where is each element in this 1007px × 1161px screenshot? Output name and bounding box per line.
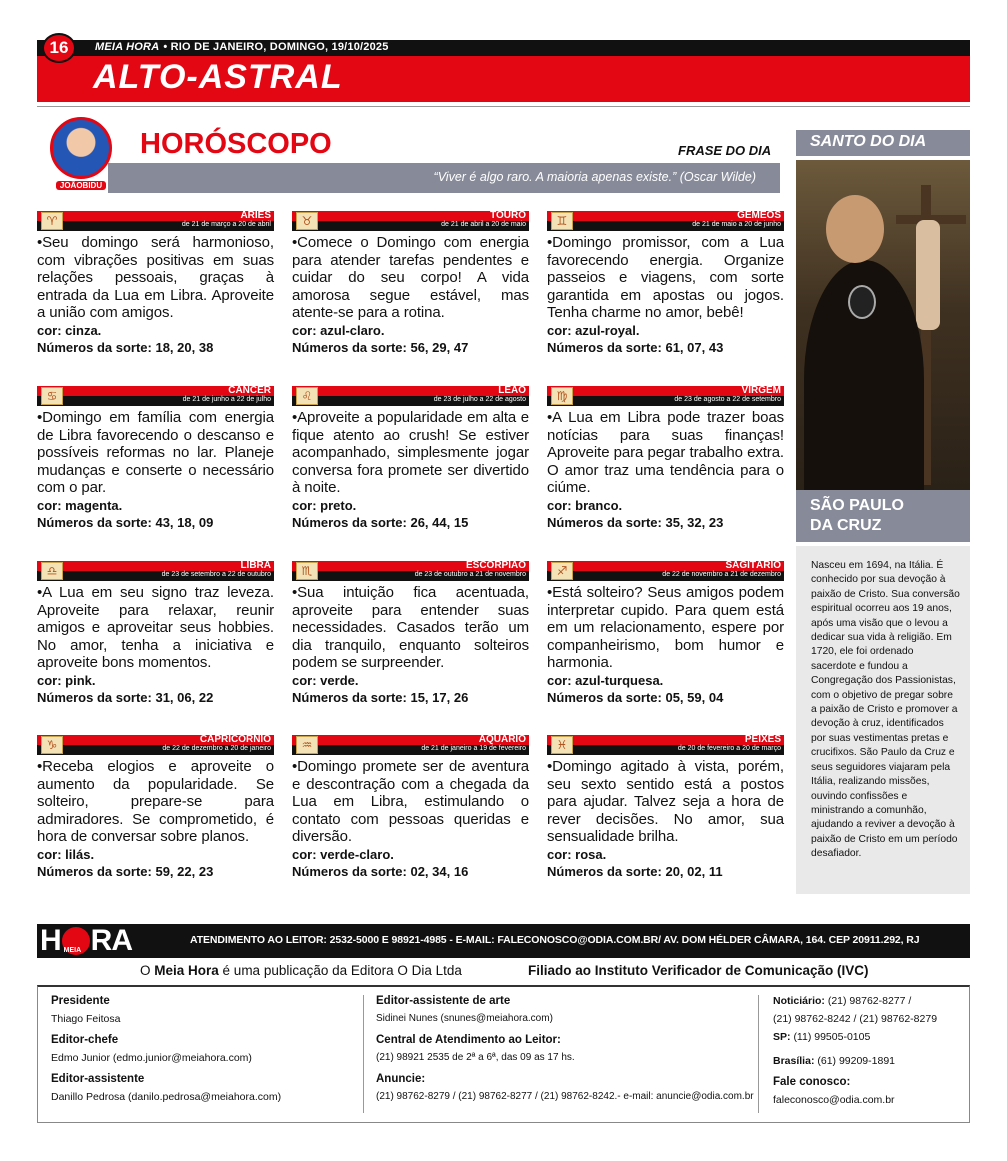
- water-bearer-icon: ♒: [296, 736, 318, 754]
- sign-numbers: Números da sorte: 56, 29, 47: [292, 339, 469, 355]
- sign-color: cor: azul-royal.: [547, 322, 640, 338]
- sign-color: cor: lilás.: [37, 846, 95, 862]
- santo-text: Nasceu em 1694, na Itália. É conhecido por sua devoção à paixão de Cristo. Sua conversão espiritual ocorreu aos 19 anos, após uma visão que o levou a dedicar sua vida à religião. Em 1720, ele foi ordenado sacerdote e fundou a Congregação dos Passionistas, com o objetivo de pregar sobre a paixão de Cristo e promover a devoção à cruz, identificados por suas vestimentas pretas e crucifixos. São Paulo da Cruz e seus seguidores viajaram pela Itália, realizando missões, ouvindo confissões e ministrando a comunhão, ajudando a reviver a devoção à paixão de Cristo em um período desafiador.: [811, 560, 960, 860]
- sign-name: AQUÁRIO: [478, 734, 526, 745]
- goat-icon: ♑: [41, 736, 63, 754]
- sign-dates: de 21 de junho a 22 de julho: [182, 396, 271, 403]
- sign-sagitario: [547, 561, 784, 706]
- sign-virgem: [547, 386, 784, 531]
- credit-label: Central de Atendimento ao Leitor:: [376, 1034, 561, 1046]
- sign-text: •A Lua em Libra pode trazer boas notícias para suas finanças! Aproveite para pegar trabalho extra. O amor traz uma tendência para o ciúme.: [547, 409, 784, 497]
- sign-numbers: Números da sorte: 05, 59, 04: [547, 689, 724, 705]
- sign-header: [292, 735, 529, 755]
- credit-label: Brasília:: [773, 1055, 815, 1067]
- location-date: • RIO DE JANEIRO, DOMINGO, 19/10/2025: [163, 41, 389, 53]
- sign-numbers: Números da sorte: 15, 17, 26: [292, 689, 469, 705]
- credits-col-2: [376, 994, 756, 1104]
- sign-text: •Domingo agitado à vista, porém, seu sexto sentido está a postos para ajudar. Talvez seja a hora de rever decisões. No amor, sua sensualidade brilha.: [547, 758, 784, 846]
- sign-color: cor: preto.: [292, 497, 357, 513]
- credit-label: Anuncie:: [376, 1073, 426, 1085]
- sign-text: •Está solteiro? Seus amigos podem interpretar cupido. Para quem está em um relacionamento, espere por companheirismo, bom humor e harmonia.: [547, 584, 784, 672]
- meia-hora-logo: H MEIA RA: [40, 924, 133, 957]
- lion-icon: ♌: [296, 387, 318, 405]
- sign-header: [547, 386, 784, 406]
- sign-header: [37, 735, 274, 755]
- santo-name: [810, 496, 904, 536]
- credit-value: Edmo Junior (edmo.junior@meiahora.com): [51, 1052, 252, 1064]
- ram-icon: ♈: [41, 212, 63, 230]
- credit-value: faleconosco@odia.com.br: [773, 1094, 895, 1106]
- sign-color: cor: magenta.: [37, 497, 123, 513]
- sign-name: CAPRICÓRNIO: [199, 734, 271, 745]
- sign-aquario: [292, 735, 529, 880]
- crab-icon: ♋: [41, 387, 63, 405]
- sign-text: •Aproveite a popularidade em alta e fique atento ao crush! Se estiver acompanhado, simplesmente jogar conversa fora promete ser divertido à noite.: [292, 409, 529, 497]
- credit-value: (21) 98762-8277 /: [827, 995, 912, 1007]
- sign-color: cor: azul-turquesa.: [547, 672, 664, 688]
- brand-name: MEIA HORA: [95, 41, 160, 53]
- sign-dates: de 22 de novembro a 21 de dezembro: [662, 571, 781, 578]
- sign-dates: de 22 de dezembro a 20 de janeiro: [162, 745, 271, 752]
- sign-text: •Domingo promete ser de aventura e descontração com a chegada da Lua em Libra, estimulando o contato com pessoas queridas e diversão.: [292, 758, 529, 846]
- sign-header: [292, 561, 529, 581]
- archer-icon: ♐: [551, 562, 573, 580]
- sign-numbers: Números da sorte: 18, 20, 38: [37, 339, 214, 355]
- sign-dates: de 21 de maio a 20 de junho: [692, 221, 781, 228]
- sign-aries: [37, 211, 274, 356]
- sign-touro: [292, 211, 529, 356]
- sign-numbers: Números da sorte: 61, 07, 43: [547, 339, 724, 355]
- credit-label: Fale conosco:: [773, 1076, 851, 1088]
- sign-numbers: Números da sorte: 26, 44, 15: [292, 514, 469, 530]
- santo-name-line1: SÃO PAULO: [810, 497, 904, 514]
- credits-col-1: [51, 994, 351, 1104]
- sign-color: cor: azul-claro.: [292, 322, 385, 338]
- sign-header: [547, 735, 784, 755]
- sign-color: cor: verde.: [292, 672, 359, 688]
- sign-color: cor: cinza.: [37, 322, 102, 338]
- sign-name: ÁRIES: [240, 210, 271, 221]
- divider: [37, 106, 970, 107]
- credit-value: Danillo Pedrosa (danilo.pedrosa@meiahora.com): [51, 1091, 282, 1103]
- sign-name: PEIXES: [744, 734, 781, 745]
- sign-text: •Seu domingo será harmonioso, com vibrações positivas em suas relações pessoais, graças à entrada da Lua em Libra. Aproveite a união com amigos.: [37, 234, 274, 322]
- santo-name-line2: DA CRUZ: [810, 517, 882, 534]
- sign-name: CÂNCER: [228, 385, 271, 396]
- sign-numbers: Números da sorte: 59, 22, 23: [37, 863, 214, 879]
- fish-icon: ♓: [551, 736, 573, 754]
- sign-name: VIRGEM: [741, 385, 781, 396]
- saint-portrait: [796, 160, 970, 490]
- sign-color: cor: branco.: [547, 497, 623, 513]
- sign-text: •A Lua em seu signo traz leveza. Aproveite para relaxar, reunir amigos e aproveitar seus hobbies. No amor, tenha a iniciativa e aproveite bons momentos.: [37, 584, 274, 672]
- columnist-name: JOÃOBIDU: [56, 181, 106, 190]
- credit-label: Presidente: [51, 995, 110, 1007]
- sign-dates: de 23 de julho a 22 de agosto: [433, 396, 526, 403]
- twins-icon: ♊: [551, 212, 573, 230]
- credit-value: (61) 99209-1891: [817, 1055, 896, 1067]
- sign-name: SAGITÁRIO: [725, 560, 781, 571]
- sign-libra: [37, 561, 274, 706]
- credit-value: (21) 98921 2535 de 2ª a 6ª, das 09 as 17 hs.: [376, 1052, 575, 1063]
- sign-text: •Sua intuição fica acentuada, aproveite para entender suas necessidades. Casados terão um dia tranquilo, enquanto solteiros podem se surpreender.: [292, 584, 529, 672]
- credit-label: Editor-assistente: [51, 1073, 145, 1085]
- sign-text: •Comece o Domingo com energia para atender tarefas pendentes e cuidar do seu corpo! A vida amorosa segue estável, mas atente-se para a rotina.: [292, 234, 529, 322]
- sign-text: •Domingo em família com energia de Libra favorecendo o descanso e possíveis reformas no lar. Planeje mudanças e conserte o necessário com o par.: [37, 409, 274, 497]
- credit-value: (21) 98762-8279 / (21) 98762-8277 / (21) 98762-8242.- e-mail: anuncie@odia.com.br: [376, 1091, 754, 1102]
- phrase-text: “Viver é algo raro. A maioria apenas existe.” (Oscar Wilde): [433, 170, 756, 184]
- section-title: ALTO-ASTRAL: [93, 58, 343, 96]
- sign-capricornio: [37, 735, 274, 880]
- bull-icon: ♉: [296, 212, 318, 230]
- credit-value: (21) 98762-8242 / (21) 98762-8279: [773, 1013, 938, 1025]
- divider: [758, 995, 759, 1113]
- sign-dates: de 20 de fevereiro a 20 de março: [677, 745, 781, 752]
- sign-name: LIBRA: [240, 560, 271, 571]
- ivc-note: Filiado ao Instituto Verificador de Comunicação (IVC): [528, 963, 869, 978]
- sign-escorpiao: [292, 561, 529, 706]
- sign-header: [37, 386, 274, 406]
- credit-value: (11) 99505-0105: [793, 1031, 871, 1043]
- sign-color: cor: pink.: [37, 672, 96, 688]
- sign-header: [292, 386, 529, 406]
- sign-cancer: [37, 386, 274, 531]
- credit-label: Editor-chefe: [51, 1034, 119, 1046]
- page-number: 16: [42, 33, 76, 63]
- sign-dates: de 21 de abril a 20 de maio: [441, 221, 526, 228]
- credit-value: Sidinei Nunes (snunes@meiahora.com): [376, 1013, 553, 1024]
- masthead: [95, 41, 389, 53]
- sign-numbers: Números da sorte: 20, 02, 11: [547, 863, 723, 879]
- sign-header: [37, 561, 274, 581]
- sign-name: LEÃO: [498, 385, 526, 396]
- sign-header: [37, 211, 274, 231]
- sign-dates: de 23 de agosto a 22 de setembro: [674, 396, 781, 403]
- credit-value: Thiago Feitosa: [51, 1013, 121, 1025]
- sign-name: GÊMEOS: [737, 210, 781, 221]
- horoscope-title: HORÓSCOPO: [140, 128, 332, 160]
- sign-dates: de 21 de março a 20 de abril: [181, 221, 271, 228]
- sign-color: cor: rosa.: [547, 846, 607, 862]
- sign-dates: de 21 de janeiro a 19 de fevereiro: [421, 745, 526, 752]
- sign-color: cor: verde-claro.: [292, 846, 394, 862]
- publication-note: O Meia Hora é uma publicação da Editora O Dia Ltda: [140, 963, 462, 978]
- sign-numbers: Números da sorte: 31, 06, 22: [37, 689, 214, 705]
- sign-header: [547, 561, 784, 581]
- sign-text: •Domingo promissor, com a Lua favorecendo energia. Organize passeios e viagens, com sorte garantida em apostas ou jogos. Tenha charme no amor, bebê!: [547, 234, 784, 322]
- divider: [363, 995, 364, 1113]
- credits-col-3: [773, 994, 965, 1107]
- sign-name: TOURO: [490, 210, 526, 221]
- sign-text: •Receba elogios e aproveite o aumento da popularidade. Se solteiro, prepare-se para admiradores. Se comprometido, é hora de conversar sobre planos.: [37, 758, 274, 846]
- sign-numbers: Números da sorte: 43, 18, 09: [37, 514, 214, 530]
- credit-label: Editor-assistente de arte: [376, 995, 511, 1007]
- sign-numbers: Números da sorte: 35, 32, 23: [547, 514, 724, 530]
- santo-label: SANTO DO DIA: [810, 133, 927, 150]
- reader-contact: ATENDIMENTO AO LEITOR: 2532-5000 E 98921-4985 - E-MAIL: FALECONOSCO@ODIA.COM.BR/ AV. DOM HÉLDER CÂMARA, 164. CEP 20911.292, RJ: [190, 934, 920, 946]
- credit-label: Noticiário:: [773, 995, 825, 1007]
- sign-header: [547, 211, 784, 231]
- sign-gemeos: [547, 211, 784, 356]
- credit-label: SP:: [773, 1031, 791, 1043]
- sign-peixes: [547, 735, 784, 880]
- scorpion-icon: ♏: [296, 562, 318, 580]
- phrase-label: FRASE DO DIA: [678, 143, 772, 158]
- columnist-avatar: [50, 117, 112, 179]
- sign-dates: de 23 de outubro a 21 de novembro: [414, 571, 526, 578]
- virgin-icon: ♍: [551, 387, 573, 405]
- sign-leao: [292, 386, 529, 531]
- sign-numbers: Números da sorte: 02, 34, 16: [292, 863, 469, 879]
- sign-header: [292, 211, 529, 231]
- sign-name: ESCORPIÃO: [465, 560, 526, 571]
- sign-dates: de 23 de setembro a 22 de outubro: [161, 571, 271, 578]
- scales-icon: ♎: [41, 562, 63, 580]
